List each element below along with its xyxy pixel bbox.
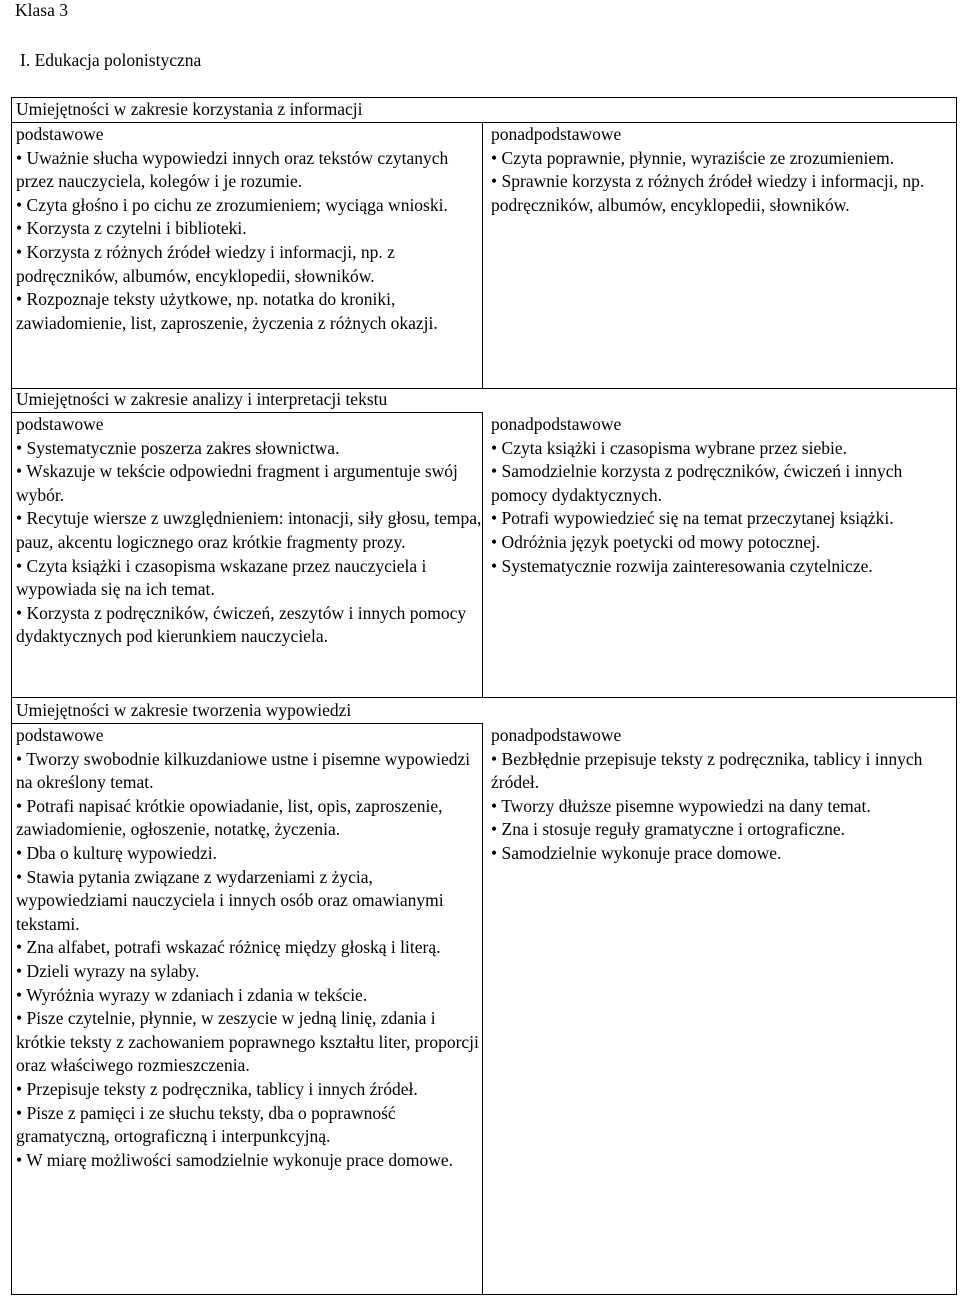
section-title-expression: Umiejętności w zakresie tworzenia wypowiedzi (16, 700, 352, 720)
section-3-advanced-column (487, 724, 957, 866)
row-divider (12, 697, 956, 698)
basic-level-label: podstawowe (16, 725, 104, 745)
basic-level-label: podstawowe (16, 414, 104, 434)
list-item: • Wskazuje w tekście odpowiedni fragment i argumentuje swój wybór. (16, 461, 458, 505)
list-item: • Potrafi wypowiedzieć się na temat przeczytanej książki. (491, 508, 894, 529)
basic-level-label: podstawowe (16, 124, 104, 144)
advanced-level-label: ponadpodstawowe (491, 414, 622, 434)
advanced-level-label: ponadpodstawowe (491, 124, 622, 144)
list-item: • Stawia pytania związane z wydarzeniami z życia, wypowiedziami nauczyciela i innych osób oraz omawianymi tekstami. (16, 866, 444, 934)
list-item: • Bezbłędnie przepisuje teksty z podręcznika, tablicy i innych źródeł. (491, 748, 923, 793)
list-item: • Czyta książki i czasopisma wybrane przez siebie. (491, 437, 848, 458)
list-item: • Zna i stosuje reguły gramatyczne i ortograficzne. (491, 819, 846, 840)
advanced-level-label: ponadpodstawowe (491, 725, 622, 745)
section-title-analysis: Umiejętności w zakresie analizy i interpretacji tekstu (16, 389, 388, 409)
list-item: • Korzysta z różnych źródeł wiedzy i informacji, np. z podręczników, albumów, encyklopedii, słowników. (16, 241, 395, 286)
list-item: • Czyta głośno i po cichu ze zrozumieniem; wyciąga wnioski. (16, 194, 448, 215)
list-item: • Rozpoznaje teksty użytkowe, np. notatka do kroniki, zawiadomienie, list, zaproszenie, życzenia z różnych okazji. (16, 289, 438, 333)
list-item: • Potrafi napisać krótkie opowiadanie, list, opis, zaproszenie, zawiadomienie, ogłoszenie, notatkę, życzenia. (16, 795, 443, 840)
list-item: • Odróżnia język poetycki od mowy potocznej. (491, 531, 821, 552)
list-item: • Sprawnie korzysta z różnych źródeł wiedzy i informacji, np. podręczników, albumów, encyklopedii, słowników. (491, 171, 925, 215)
section-1-advanced-column (487, 123, 957, 217)
column-divider (482, 412, 483, 697)
section-3-basic-column (12, 724, 482, 1172)
section-2-basic-column (12, 413, 482, 649)
list-item: • Uważnie słucha wypowiedzi innych oraz tekstów czytanych przez nauczyciela, kolegów i je rozumie. (16, 147, 449, 192)
list-item: • Czyta książki i czasopisma wskazane przez nauczyciela i wypowiada się na ich temat. (16, 555, 427, 600)
list-item: • Przepisuje teksty z podręcznika, tablicy i innych źródeł. (16, 1078, 418, 1099)
list-item: • Pisze z pamięci i ze słuchu teksty, dba o poprawność gramatyczną, ortograficzną i interpunkcyjną. (16, 1102, 396, 1147)
list-item: • W miarę możliwości samodzielnie wykonuje prace domowe. (16, 1149, 454, 1170)
section-heading: I. Edukacja polonistyczna (20, 50, 202, 70)
list-item: • Tworzy dłuższe pisemne wypowiedzi na dany temat. (491, 795, 871, 816)
column-divider (482, 122, 483, 388)
section-1-basic-column (12, 123, 482, 335)
section-2-advanced-column (487, 413, 957, 578)
list-item: • Systematycznie poszerza zakres słownictwa. (16, 437, 340, 458)
list-item: • Samodzielnie korzysta z podręczników, ćwiczeń i innych pomocy dydaktycznych. (491, 461, 903, 505)
list-item: • Pisze czytelnie, płynnie, w zeszycie w jedną linię, zdania i krótkie teksty z zachowaniem poprawnego kształtu liter, proporcji oraz właściwego rozmieszczenia. (16, 1008, 479, 1076)
list-item: • Zna alfabet, potrafi wskazać różnicę między głoską i literą. (16, 937, 441, 958)
list-item: • Systematycznie rozwija zainteresowania czytelnicze. (491, 555, 873, 576)
list-item: • Wyróżnia wyrazy w zdaniach i zdania w tekście. (16, 984, 368, 1005)
list-item: • Samodzielnie wykonuje prace domowe. (491, 842, 782, 863)
list-item: • Recytuje wiersze z uwzględnieniem: intonacji, siły głosu, tempa, pauz, akcentu logicznego oraz krótkie fragmenty prozy. (16, 508, 482, 552)
section-title-information: Umiejętności w zakresie korzystania z informacji (16, 99, 363, 119)
class-label: Klasa 3 (15, 0, 68, 20)
list-item: • Korzysta z czytelni i biblioteki. (16, 218, 247, 239)
list-item: • Tworzy swobodnie kilkuzdaniowe ustne i pisemne wypowiedzi na określony temat. (16, 748, 471, 793)
list-item: • Czyta poprawnie, płynnie, wyraziście ze zrozumieniem. (491, 147, 895, 168)
column-divider (482, 723, 483, 1295)
list-item: • Korzysta z podręczników, ćwiczeń, zeszytów i innych pomocy dydaktycznych pod kierunkiem nauczyciela. (16, 602, 467, 647)
list-item: • Dba o kulturę wypowiedzi. (16, 842, 218, 863)
list-item: • Dzieli wyrazy na sylaby. (16, 960, 200, 981)
skills-table (11, 97, 957, 1295)
